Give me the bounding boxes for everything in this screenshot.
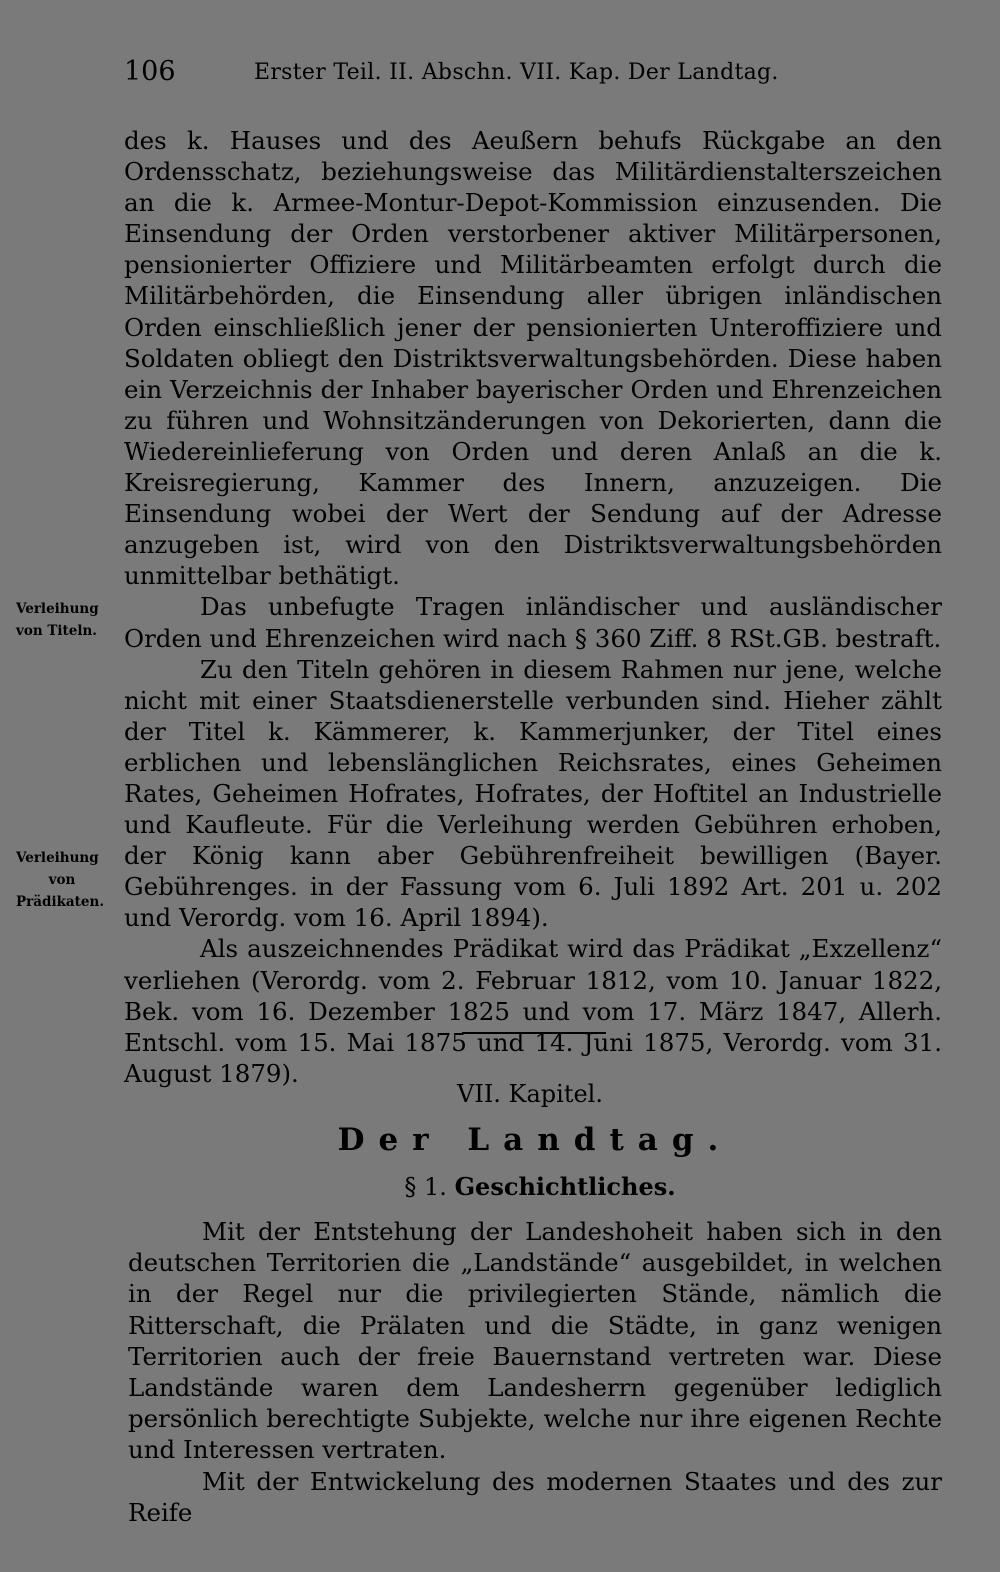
- running-head: Erster Teil. II. Abschn. VII. Kap. Der Landtag.: [254, 60, 779, 85]
- paragraph-orders-return: des k. Hauses und des Aeußern behufs Rückgabe an den Ordensschatz, beziehungsweise das Militärdienstalterszeichen an die k. Armee-Montur-Depot-Kommission einzusenden. Die Einsendung der Orden verstorbener aktiver Militärpersonen, pensionierter Offiziere und Militärbeamten erfolgt durch die Militärbehörden, die Einsendung aller übrigen inländischen Orden einschließlich jener der pensionierten Unteroffiziere und Soldaten obliegt den Distriktsverwaltungsbehörden. Diese haben ein Verzeichnis der Inhaber bayerischer Orden und Ehrenzeichen zu führen und Wohnsitzänderungen von Dekorierten, dann die Wiedereinlieferung von Orden und deren Anlaß an die k. Kreisregierung, Kammer des Innern, anzuzeigen. Die Einsendung wobei der Wert der Sendung auf der Adresse anzugeben ist, wird von den Distriktsverwaltungsbehörden unmittelbar bethätigt.: [124, 126, 942, 591]
- paragraph-unauthorized-wearing: Das unbefugte Tragen inländischer und ausländischer Orden und Ehrenzeichen wird nach § 360 Ziff. 8 RSt.GB. bestraft.: [124, 592, 942, 653]
- main-text-top: [124, 125, 942, 1089]
- section-title: Geschichtliches.: [454, 1172, 676, 1201]
- margin-note-line: Verleihung: [16, 601, 99, 617]
- page-header: [124, 56, 824, 92]
- paragraph-titles: Zu den Titeln gehören in diesem Rahmen nur jene, welche nicht mit einer Staatsdienerstelle verbunden sind. Hieher zählt der Titel k. Kämmerer, k. Kammerjunker, der Titel eines erblichen und lebenslänglichen Reichsrates, eines Geheimen Rates, Geheimen Hofrates, Hofrates, der Hoftitel an Industrielle und Kaufleute. Für die Verleihung werden Gebühren erhoben, der König kann aber Gebührenfreiheit bewilligen (Bayer. Gebührenges. in der Fassung vom 6. Juli 1892 Art. 201 u. 202 und Verordg. vom 16. April 1894).: [124, 654, 942, 933]
- margin-note-line: von: [48, 872, 76, 888]
- chapter-title: Der Landtag.: [337, 1122, 733, 1158]
- section-heading: [0, 1172, 1000, 1201]
- margin-note-line: von Titeln.: [16, 623, 98, 639]
- section-number: § 1.: [404, 1173, 447, 1201]
- margin-note-line: Prädikaten.: [16, 894, 105, 910]
- section-divider: [462, 1032, 606, 1034]
- page-number: 106: [124, 56, 176, 87]
- margin-note-line: Verleihung: [16, 850, 99, 866]
- margin-note-titles: [16, 598, 124, 642]
- paragraph-development: Mit der Entwickelung des modernen Staates und des zur Reife: [128, 1466, 942, 1527]
- paragraph-predicates: Als auszeichnendes Prädikat wird das Prädikat „Exzellenz“ verliehen (Verordg. vom 2. Februar 1812, vom 10. Januar 1822, Bek. vom 16. Dezember 1825 und vom 17. März 1847, Allerh. Entschl. vom 15. Mai 1875 und 14. Juni 1875, Verordg. vom 31. August 1879).: [124, 934, 942, 1088]
- paragraph-history: Mit der Entstehung der Landeshoheit haben sich in den deutschen Territorien die „Landstände“ ausgebildet, in welchen in der Regel nur die privilegierten Stände, nämlich die Ritterschaft, die Prälaten und die Städte, in ganz wenigen Territorien auch der freie Bauernstand vertreten war. Diese Landstände waren dem Landesherrn gegenüber lediglich persönlich berechtigte Subjekte, welche nur ihre eigenen Rechte und Interessen vertraten.: [128, 1217, 942, 1465]
- chapter-number: VII. Kapitel.: [457, 1080, 603, 1108]
- main-text-bottom: [128, 1216, 942, 1528]
- margin-note-predicates: [16, 847, 124, 913]
